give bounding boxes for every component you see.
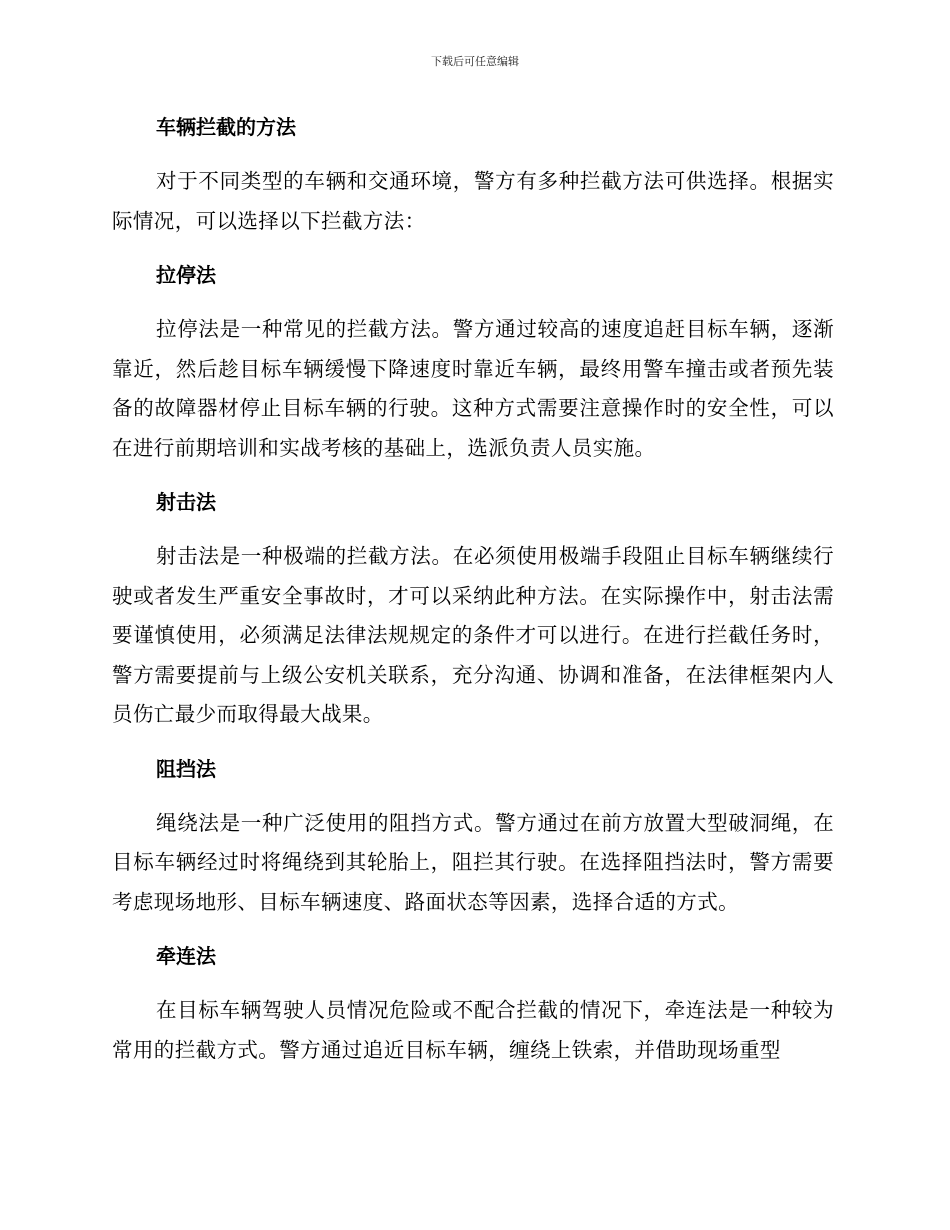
section-heading-zudang: 阻挡法 <box>156 756 216 781</box>
intro-paragraph: 对于不同类型的车辆和交通环境，警方有多种拦截方法可供选择。根据实际情况，可以选择以下拦截方法： <box>112 169 834 233</box>
section-body-lating: 拉停法是一种常见的拦截方法。警方通过较高的速度追赶目标车辆，逐渐靠近，然后趁目标车辆缓慢下降速度时靠近车辆，最终用警车撞击或者预先装备的故障器材停止目标车辆的行驶。这种方式需要注意操作时的安全性，可以在进行前期培训和实战考核的基础上，选派负责人员实施。 <box>112 317 834 460</box>
section-body-sheji: 射击法是一种极端的拦截方法。在必须使用极端手段阻止目标车辆继续行驶或者发生严重安全事故时，才可以采纳此种方法。在实际操作中，射击法需要谨慎使用，必须满足法律法规规定的条件才可以进行。在进行拦截任务时，警方需要提前与上级公安机关联系，充分沟通、协调和准备，在法律框架内人员伤亡最少而取得最大战果。 <box>112 544 834 726</box>
section-body-zudang: 绳绕法是一种广泛使用的阻挡方式。警方通过在前方放置大型破洞绳，在目标车辆经过时将绳绕到其轮胎上，阻拦其行驶。在选择阻挡法时，警方需要考虑现场地形、目标车辆速度、路面状态等因素，选择合适的方式。 <box>112 810 834 914</box>
section-body-qianlian: 在目标车辆驾驶人员情况危险或不配合拦截的情况下，牵连法是一种较为常用的拦截方式。警方通过追近目标车辆，缠绕上铁索，并借助现场重型 <box>112 998 834 1062</box>
document-title: 车辆拦截的方法 <box>156 115 296 139</box>
section-heading-sheji: 射击法 <box>156 490 216 514</box>
section-heading-qianlian: 牵连法 <box>156 944 216 968</box>
document-body <box>112 108 834 1085</box>
page-header: 下载后可任意编辑 <box>431 55 519 68</box>
section-heading-lating: 拉停法 <box>156 263 216 287</box>
